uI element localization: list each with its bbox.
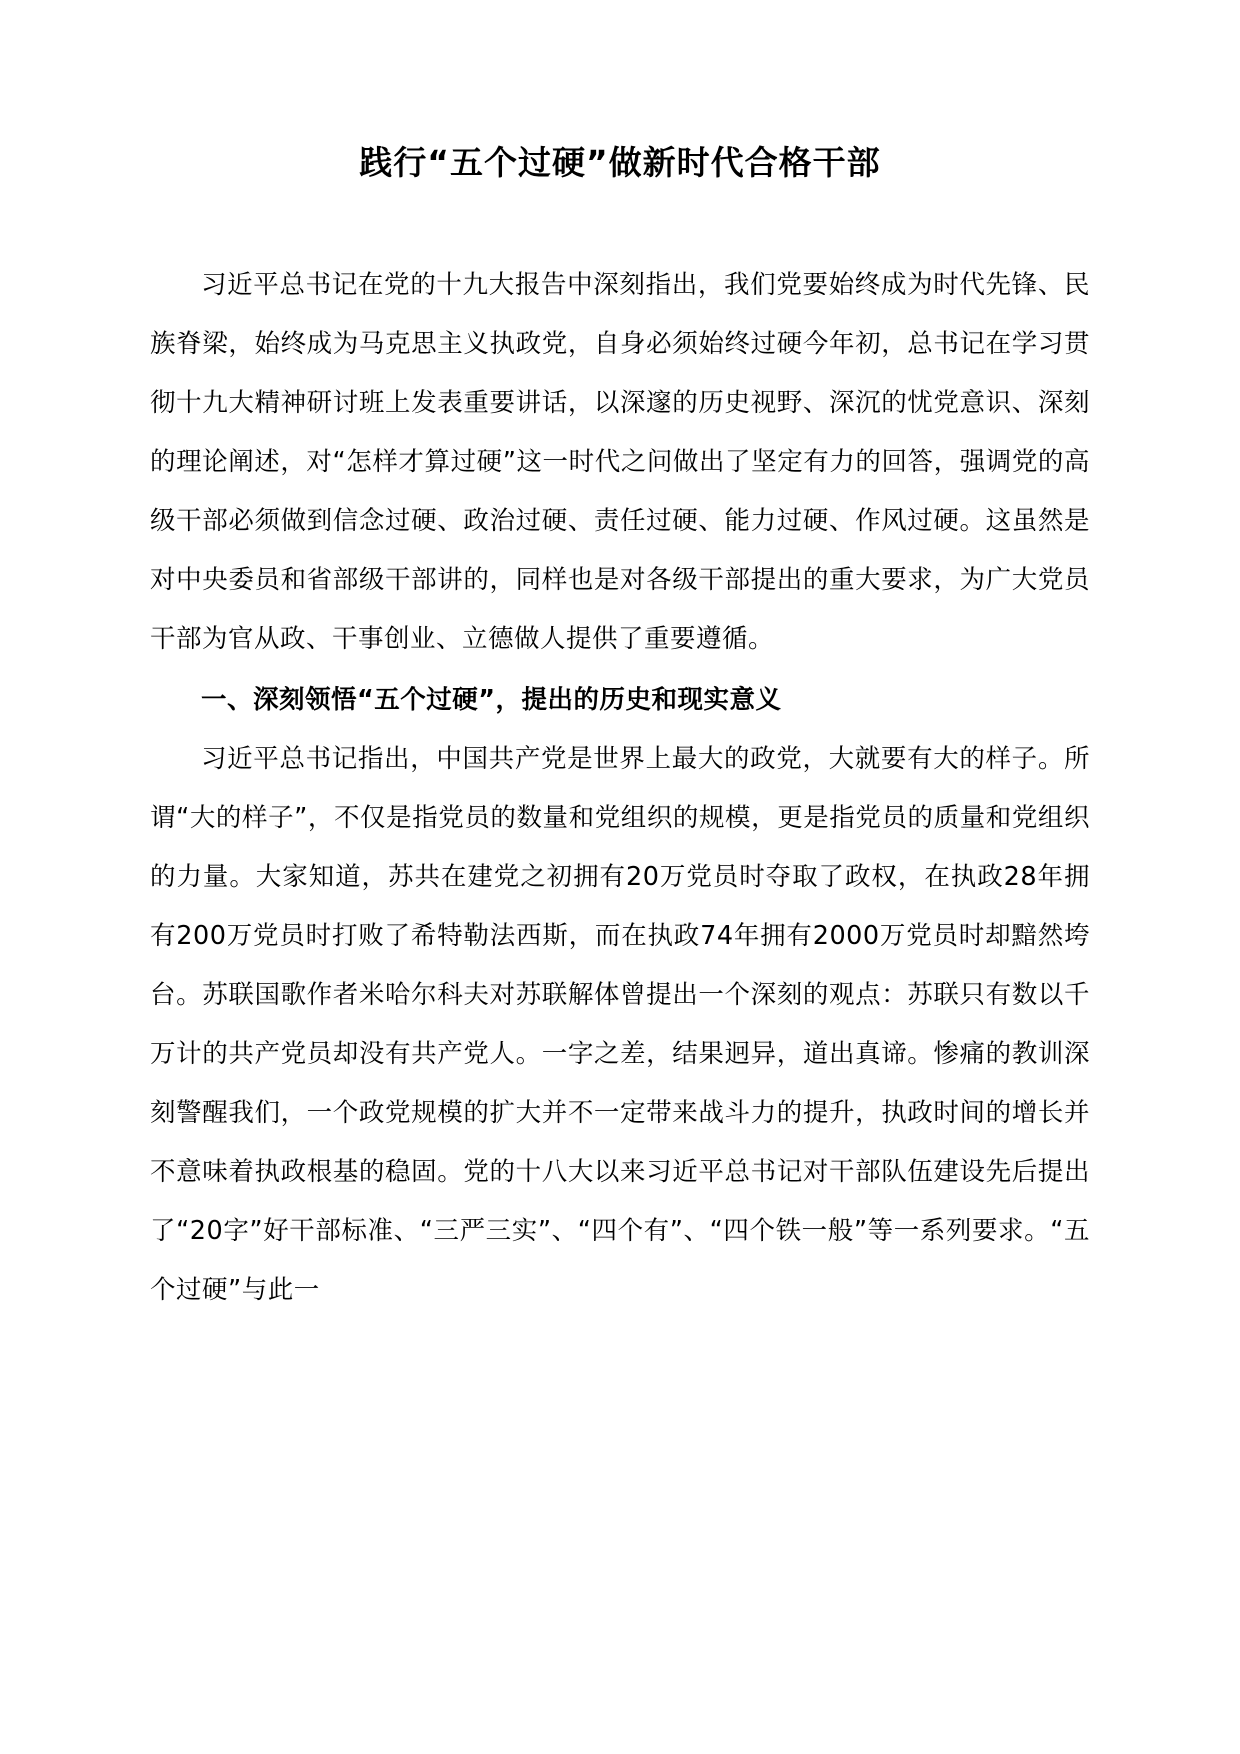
document-title: 践行“五个过硬”做新时代合格干部 (359, 143, 881, 182)
paragraph-section-one-body: 习近平总书记指出，中国共产党是世界上最大的政党，大就要有大的样子。所谓“大的样子”，不仅是指党员的数量和党组织的规模，更是指党员的质量和党组织的力量。大家知道，苏共在建党之初拥有20万党员时夺取了政权，在执政28年拥有200万党员时打败了希特勒法西斯，而在执政74年拥有2000万党员时却黯然垮台。苏联国歌作者米哈尔科夫对苏联解体曾提出一个深刻的观点：苏联只有数以千万计的共产党员却没有共产党人。一字之差，结果迥异，道出真谛。惨痛的教训深刻警醒我们，一个政党规模的扩大并不一定带来战斗力的提升，执政时间的增长并不意味着执政根基的稳固。党的十八大以来习近平总书记对干部队伍建设先后提出了“20字”好干部标准、“三严三实”、“四个有”、“四个铁一般”等一系列要求。“五个过硬”与此一 (150, 744, 1090, 1306)
paragraph-intro: 习近平总书记在党的十九大报告中深刻指出，我们党要始终成为时代先锋、民族脊梁，始终成为马克思主义执政党，自身必须始终过硬今年初，总书记在学习贯彻十九大精神研讨班上发表重要讲话，以深邃的历史视野、深沉的忧党意识、深刻的理论阐述，对“怎样才算过硬”这一时代之问做出了坚定有力的回答，强调党的高级干部必须做到信念过硬、政治过硬、责任过硬、能力过硬、作风过硬。这虽然是对中央委员和省部级干部讲的，同样也是对各级干部提出的重大要求，为广大党员干部为官从政、干事创业、立德做人提供了重要遵循。 (150, 270, 1090, 655)
section-heading-one: 一、深刻领悟“五个过硬”，提出的历史和现实意义 (201, 685, 782, 716)
